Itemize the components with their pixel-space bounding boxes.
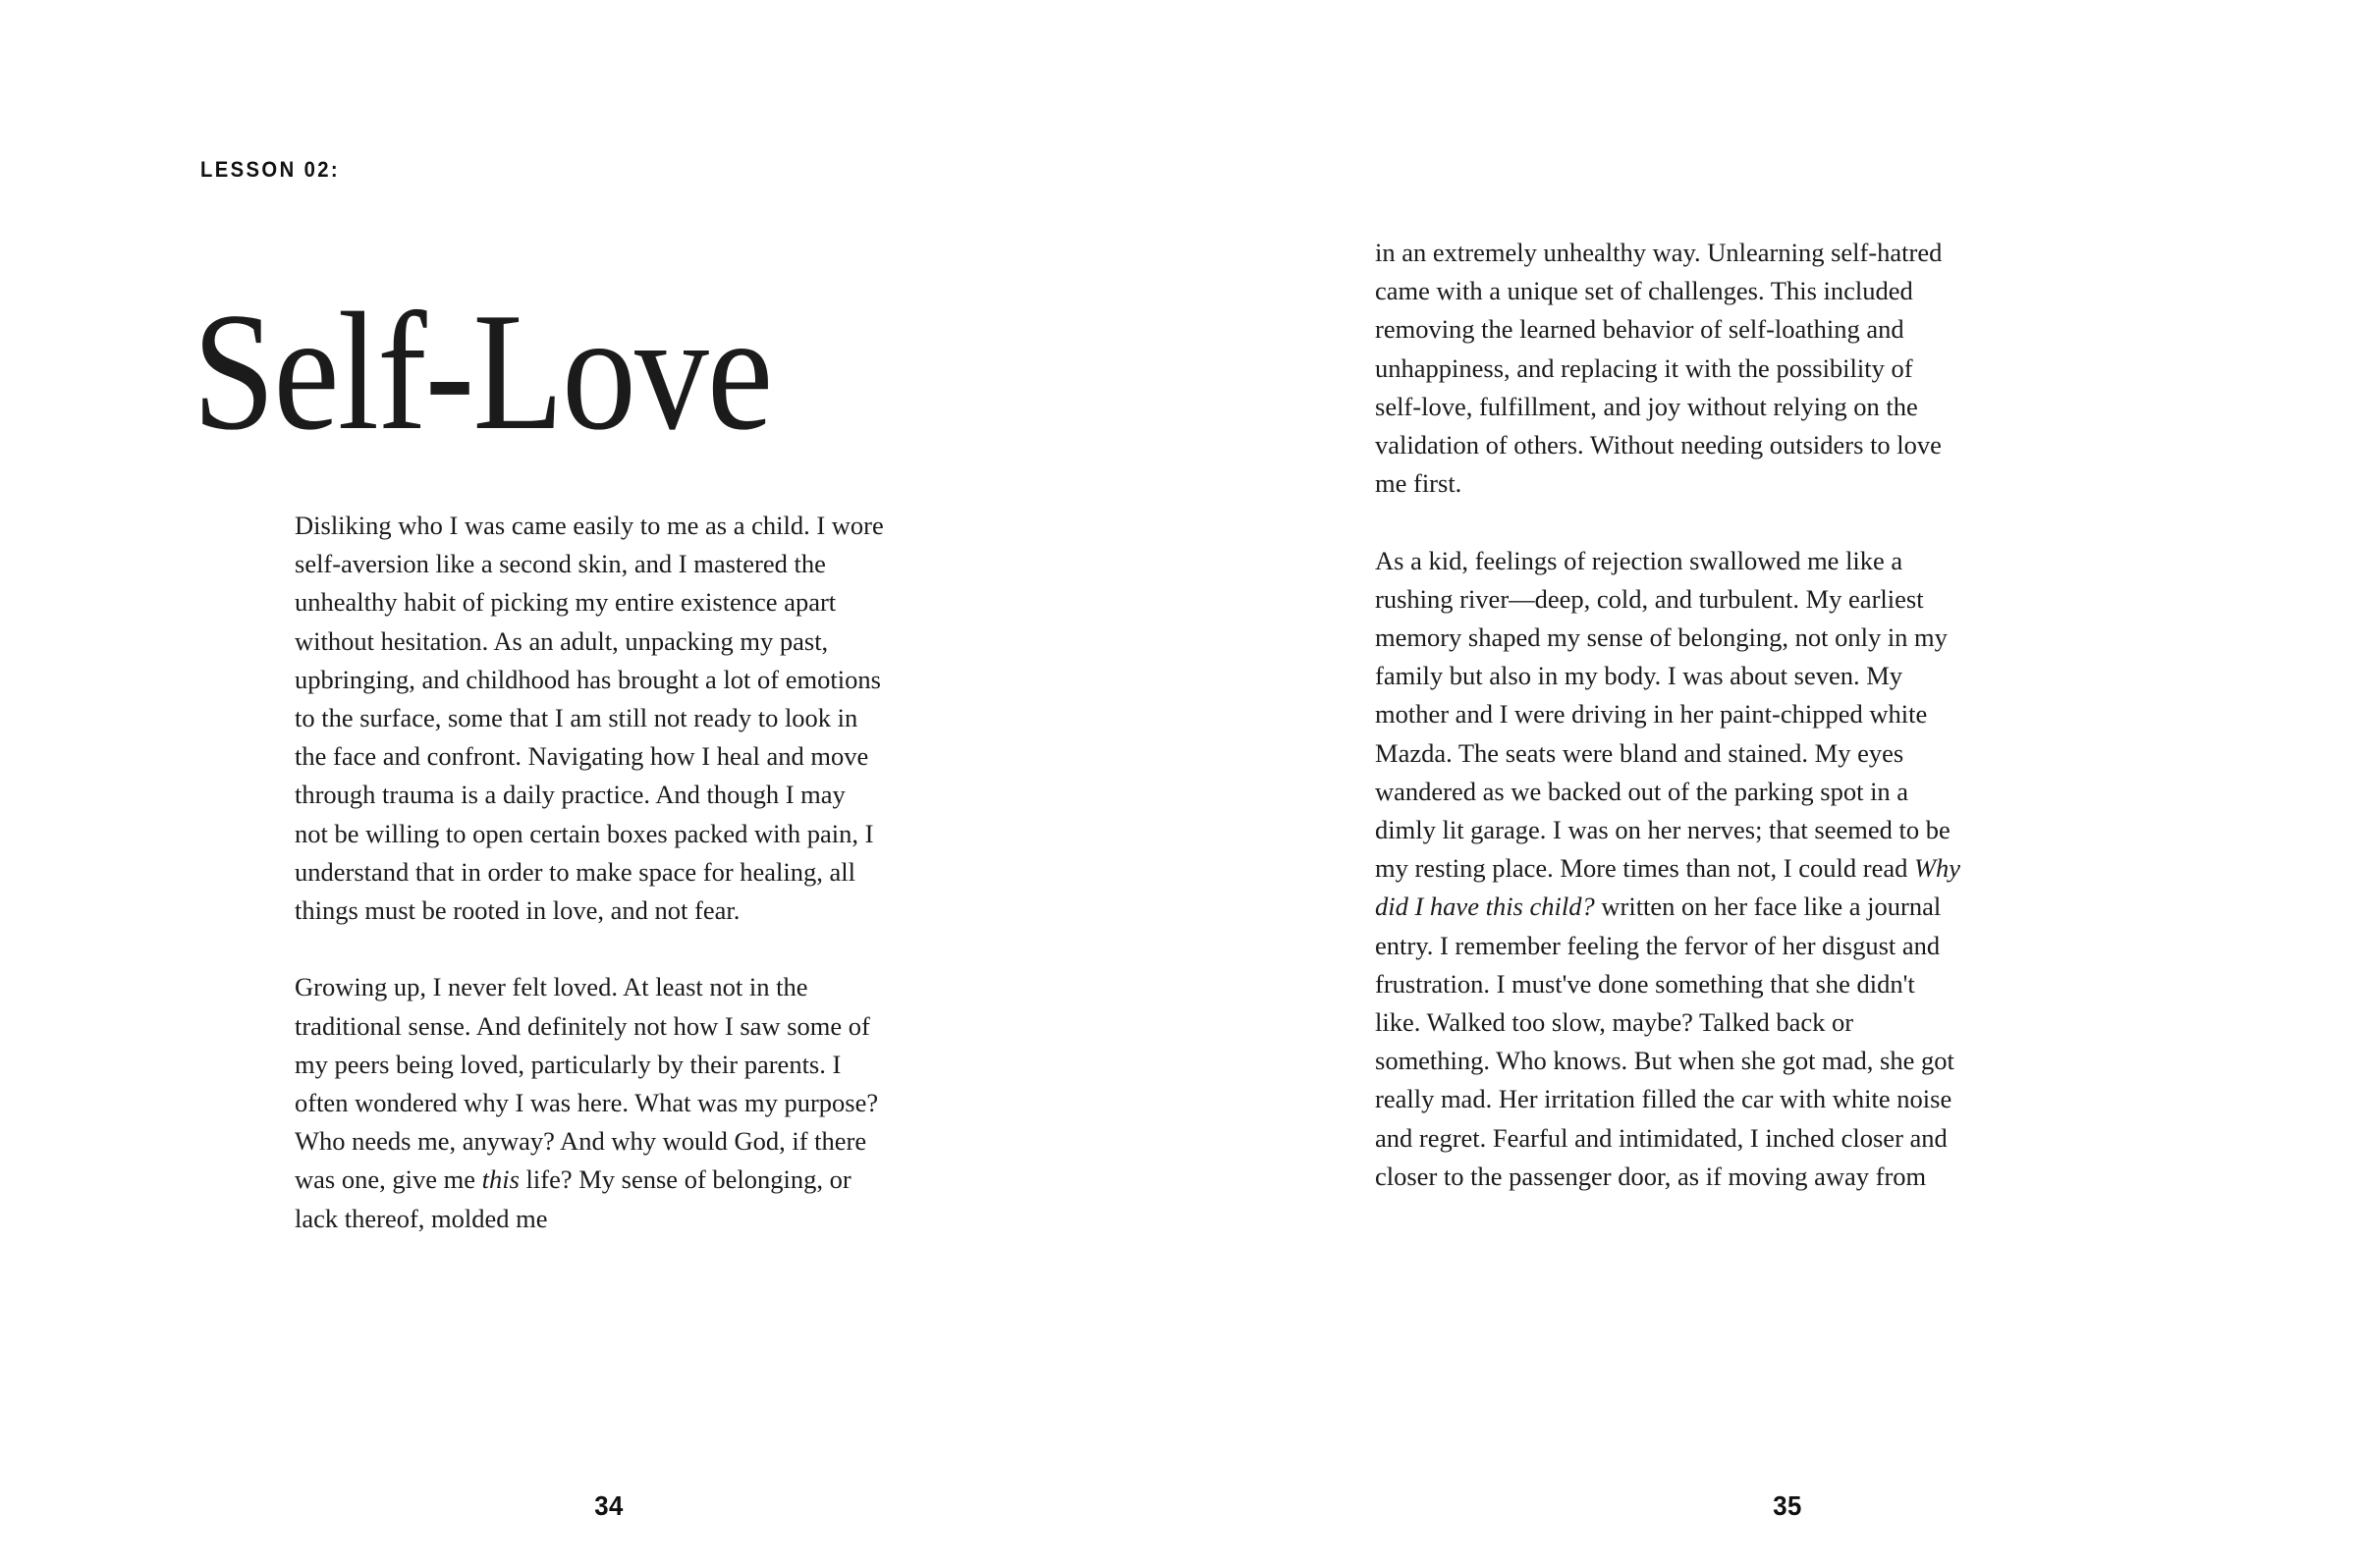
paragraph-text-lead: As a kid, feelings of rejection swallowed me like a rushing river—deep, cold, and turbulent. My earliest memory shaped my sense of belonging, not only in my family but also in my body. I was about seven. My mother and I were driving in her paint-chipped white Mazda. The seats were bland and stained. My eyes wandered as we backed out of the parking spot in a dimly lit garage. I was on her nerves; that seemed to be my resting place. More times than not, I could read — [1375, 545, 1951, 884]
emphasis-text: this — [481, 1164, 520, 1195]
paragraph-text-lead: Growing up, I never felt loved. At least not in the traditional sense. And definitely not how I saw some of my peers being loved, particularly by their parents. I often wondered why I was here. What was my purpose? Who needs me, anyway? And why would God, if there was one, give me — [295, 972, 879, 1195]
right-column-body — [1375, 234, 1964, 1196]
lesson-eyebrow: LESSON 02: — [200, 157, 341, 182]
paragraph — [1375, 542, 1964, 1196]
paragraph-text-tail: life? My sense of belonging, or lack thereof, molded me — [295, 1164, 852, 1233]
emphasis-text: Why did I have this child? — [1375, 853, 1961, 922]
left-column-body — [295, 507, 884, 1238]
page-number-right: 35 — [1773, 1490, 1802, 1521]
paragraph: Disliking who I was came easily to me as a child. I wore self-aversion like a second skin, and I mastered the unhealthy habit of picking my entire existence apart without hesitation. As an adult, unpacking my past, upbringing, and childhood has brought a lot of emotions to the surface, some that I am still not ready to look in the face and confront. Navigating how I heal and move through trauma is a daily practice. And though I may not be willing to open certain boxes packed with pain, I understand that in order to make space for healing, all things must be rooted in love, and not fear. — [295, 511, 884, 926]
paragraph: in an extremely unhealthy way. Unlearning self-hatred came with a unique set of challenges. This included removing the learned behavior of self-loathing and unhappiness, and replacing it with the possibility of self-love, fulfillment, and joy without relying on the validation of others. Without needing outsiders to love me first. — [1375, 238, 1943, 499]
page-number-left: 34 — [594, 1490, 624, 1521]
paragraph-text-tail: written on her face like a journal entry. I remember feeling the fervor of her disgust and frustration. I must've done something that she didn't like. Walked too slow, maybe? Talked back or something. Who knows. But when she got mad, she got really mad. Her irritation filled the car with white noise and regret. Fearful and intimidated, I inched closer and closer to the passenger door, as if moving away from — [1375, 892, 1954, 1191]
page-title: Self-Love — [192, 279, 772, 466]
paragraph — [295, 968, 884, 1237]
